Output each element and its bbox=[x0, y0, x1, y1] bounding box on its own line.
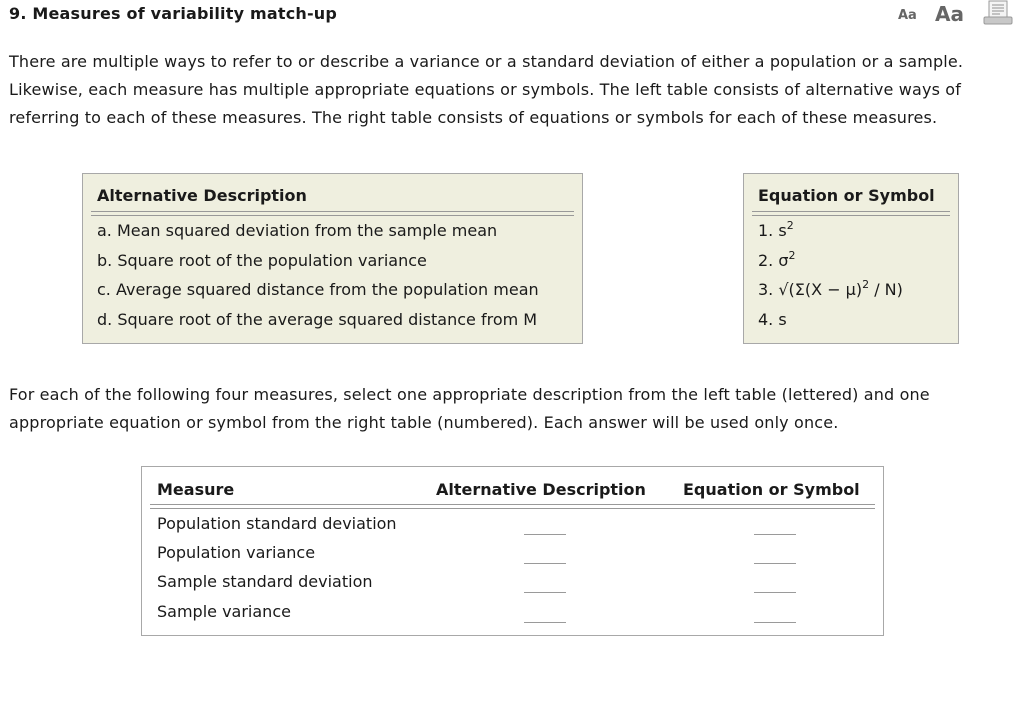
alternative-description-table bbox=[82, 173, 583, 344]
equation-option-1: 1. $s^2$ bbox=[758, 219, 794, 240]
print-icon[interactable] bbox=[983, 0, 1013, 26]
measure-label: Sample standard deviation bbox=[157, 572, 373, 591]
header-divider bbox=[150, 504, 875, 509]
measure-column-header: Measure bbox=[157, 480, 235, 499]
description-column-header: Alternative Description bbox=[436, 480, 646, 499]
font-size-increase-button[interactable]: Aa bbox=[935, 2, 964, 26]
question-title: 9. Measures of variability match-up bbox=[9, 4, 338, 23]
equation-answer-slot[interactable] bbox=[754, 563, 796, 564]
instructions-line: For each of the following four measures, select one appropriate description from the left table (lettered) and one bbox=[9, 385, 930, 404]
description-option-a: a. Mean squared deviation from the sample mean bbox=[97, 221, 498, 240]
measure-label: Population standard deviation bbox=[157, 514, 397, 533]
equation-answer-slot[interactable] bbox=[754, 592, 796, 593]
equation-answer-slot[interactable] bbox=[754, 622, 796, 623]
equation-symbol-header: Equation or Symbol bbox=[758, 186, 935, 205]
equation-symbol-table bbox=[743, 173, 959, 344]
table-row bbox=[142, 543, 883, 572]
question-header bbox=[9, 4, 1015, 28]
measure-label: Population variance bbox=[157, 543, 316, 562]
description-option-d: d. Square root of the average squared distance from M bbox=[97, 310, 538, 329]
description-answer-slot[interactable] bbox=[524, 592, 566, 593]
measure-label: Sample variance bbox=[157, 602, 291, 621]
equation-option-2: 2. $\sigma^2$ bbox=[758, 249, 796, 270]
intro-line: Likewise, each measure has multiple appropriate equations or symbols. The left table consists of alternative ways of bbox=[9, 80, 962, 99]
intro-line: referring to each of these measures. The right table consists of equations or symbols for each of these measures. bbox=[9, 108, 938, 127]
description-answer-slot[interactable] bbox=[524, 563, 566, 564]
equation-column-header: Equation or Symbol bbox=[683, 480, 860, 499]
equation-answer-slot[interactable] bbox=[754, 534, 796, 535]
header-divider bbox=[752, 211, 950, 216]
alternative-description-header: Alternative Description bbox=[97, 186, 307, 205]
equation-option-3: 3. $√(\Sigma(X - \mu)^2 / N)$ bbox=[758, 278, 903, 299]
description-option-c: c. Average squared distance from the population mean bbox=[97, 280, 539, 299]
intro-paragraph bbox=[9, 48, 1009, 132]
instructions-paragraph bbox=[9, 381, 1009, 437]
font-size-decrease-button[interactable]: Aa bbox=[898, 8, 917, 23]
table-row bbox=[142, 572, 883, 601]
table-row bbox=[142, 602, 883, 631]
equation-option-4: 4. s bbox=[758, 310, 787, 329]
description-option-b: b. Square root of the population variance bbox=[97, 251, 427, 270]
description-answer-slot[interactable] bbox=[524, 622, 566, 623]
instructions-line: appropriate equation or symbol from the right table (numbered). Each answer will be used only once. bbox=[9, 413, 839, 432]
table-row bbox=[142, 514, 883, 543]
intro-line: There are multiple ways to refer to or describe a variance or a standard deviation of either a population or a sample. bbox=[9, 52, 964, 71]
header-divider bbox=[91, 211, 574, 216]
description-answer-slot[interactable] bbox=[524, 534, 566, 535]
match-table bbox=[141, 466, 884, 636]
